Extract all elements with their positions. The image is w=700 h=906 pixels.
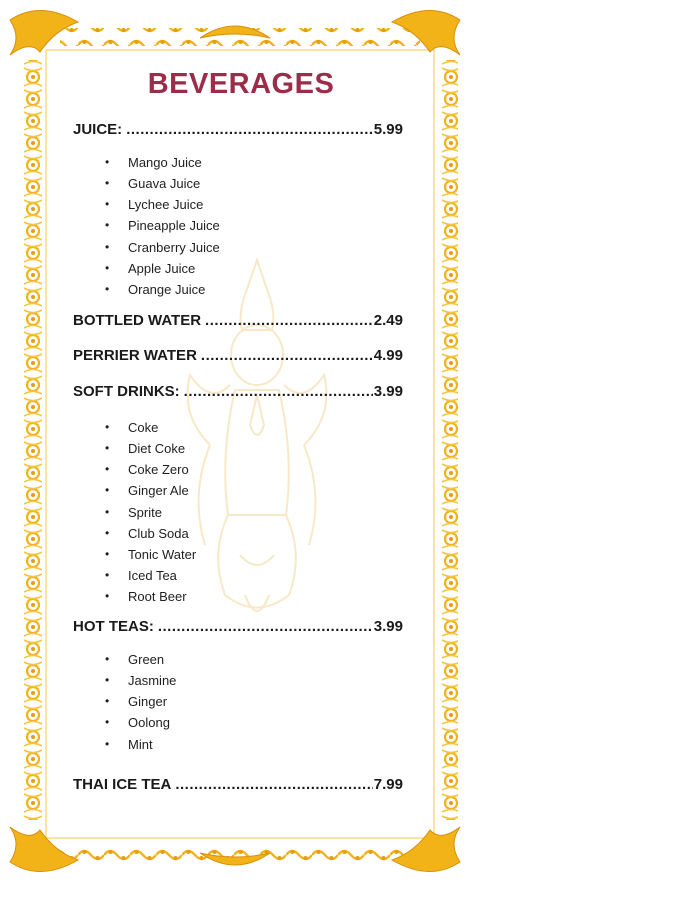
item-label: Pineapple Juice (128, 218, 220, 234)
bullet-icon: • (105, 483, 110, 498)
bullet-icon: • (105, 239, 110, 254)
list-item (105, 544, 196, 565)
item-label: Cranberry Juice (128, 239, 220, 255)
list-item (105, 258, 220, 279)
item-label: Mint (128, 736, 153, 752)
list-item (105, 237, 220, 258)
dot-leader (158, 618, 373, 635)
bullet-icon: • (105, 567, 110, 582)
list-item (105, 215, 220, 236)
list-item (105, 194, 220, 215)
bullet-icon: • (105, 736, 110, 751)
section-name: PERRIER WATER (73, 347, 197, 364)
list-item (105, 712, 176, 733)
section-name: HOT TEAS: (73, 618, 154, 635)
list-item (105, 417, 196, 438)
list-item (105, 173, 220, 194)
item-label: Ginger (128, 694, 168, 710)
bullet-icon: • (105, 197, 110, 212)
bullet-icon: • (105, 504, 110, 519)
hot-teas-list (105, 649, 176, 755)
bullet-icon: • (105, 176, 110, 191)
bullet-icon: • (105, 673, 110, 688)
item-label: Orange Juice (128, 281, 206, 297)
soft-drinks-list (105, 417, 196, 607)
bullet-icon: • (105, 715, 110, 730)
dot-leader (126, 121, 373, 138)
list-item (105, 152, 220, 173)
bullet-icon: • (105, 694, 110, 709)
item-label: Apple Juice (128, 260, 196, 276)
list-item (105, 565, 196, 586)
bullet-icon: • (105, 218, 110, 233)
juice-list (105, 152, 220, 300)
list-item (105, 438, 196, 459)
item-label: Iced Tea (128, 567, 177, 583)
bullet-icon: • (105, 525, 110, 540)
section-name: BOTTLED WATER (73, 312, 202, 329)
list-item (105, 502, 196, 523)
list-item (105, 480, 196, 501)
section-price: 3.99 (373, 618, 403, 635)
bullet-icon: • (105, 281, 110, 296)
item-label: Lychee Juice (128, 197, 204, 213)
list-item (105, 670, 176, 691)
item-label: Mango Juice (128, 155, 202, 170)
item-label: Oolong (128, 715, 170, 731)
bullet-icon: • (105, 260, 110, 275)
list-item (105, 691, 176, 712)
section-price: 4.99 (373, 347, 403, 364)
section-heading-soft-drinks (73, 383, 403, 403)
list-item (105, 586, 196, 607)
section-name: THAI ICE TEA (73, 776, 172, 793)
list-item (105, 734, 176, 755)
section-price: 5.99 (373, 121, 403, 138)
bullet-icon: • (105, 420, 110, 434)
dot-leader (201, 347, 373, 364)
section-price: 2.49 (373, 312, 403, 329)
item-label: Green (128, 652, 165, 667)
item-label: Club Soda (128, 525, 189, 541)
dot-leader (205, 312, 373, 329)
bullet-icon: • (105, 589, 110, 604)
section-price: 3.99 (373, 383, 403, 400)
item-label: Sprite (128, 504, 162, 520)
item-label: Coke Zero (128, 462, 189, 478)
item-label: Tonic Water (128, 546, 197, 562)
section-heading-hot-teas (73, 618, 403, 638)
dot-leader (184, 383, 373, 400)
section-name: SOFT DRINKS: (73, 383, 180, 400)
section-name: JUICE: (73, 121, 123, 138)
item-label: Guava Juice (128, 176, 201, 192)
section-heading-juice (73, 121, 403, 141)
bullet-icon: • (105, 155, 110, 169)
list-item (105, 459, 196, 480)
menu-title: BEVERAGES (147, 68, 335, 100)
dot-leader (175, 776, 372, 793)
item-label: Diet Coke (128, 441, 186, 457)
section-heading-bottled-water (73, 312, 403, 332)
item-label: Jasmine (128, 673, 177, 689)
bullet-icon: • (105, 652, 110, 666)
bullet-icon: • (105, 546, 110, 561)
list-item (105, 523, 196, 544)
section-heading-thai-ice-tea (73, 776, 403, 796)
item-label: Coke (128, 420, 159, 435)
item-label: Ginger Ale (128, 483, 189, 499)
section-price: 7.99 (373, 776, 403, 793)
bullet-icon: • (105, 441, 110, 456)
list-item (105, 649, 176, 670)
item-label: Root Beer (128, 589, 187, 605)
bullet-icon: • (105, 462, 110, 477)
section-heading-perrier-water (73, 347, 403, 367)
list-item (105, 279, 220, 300)
